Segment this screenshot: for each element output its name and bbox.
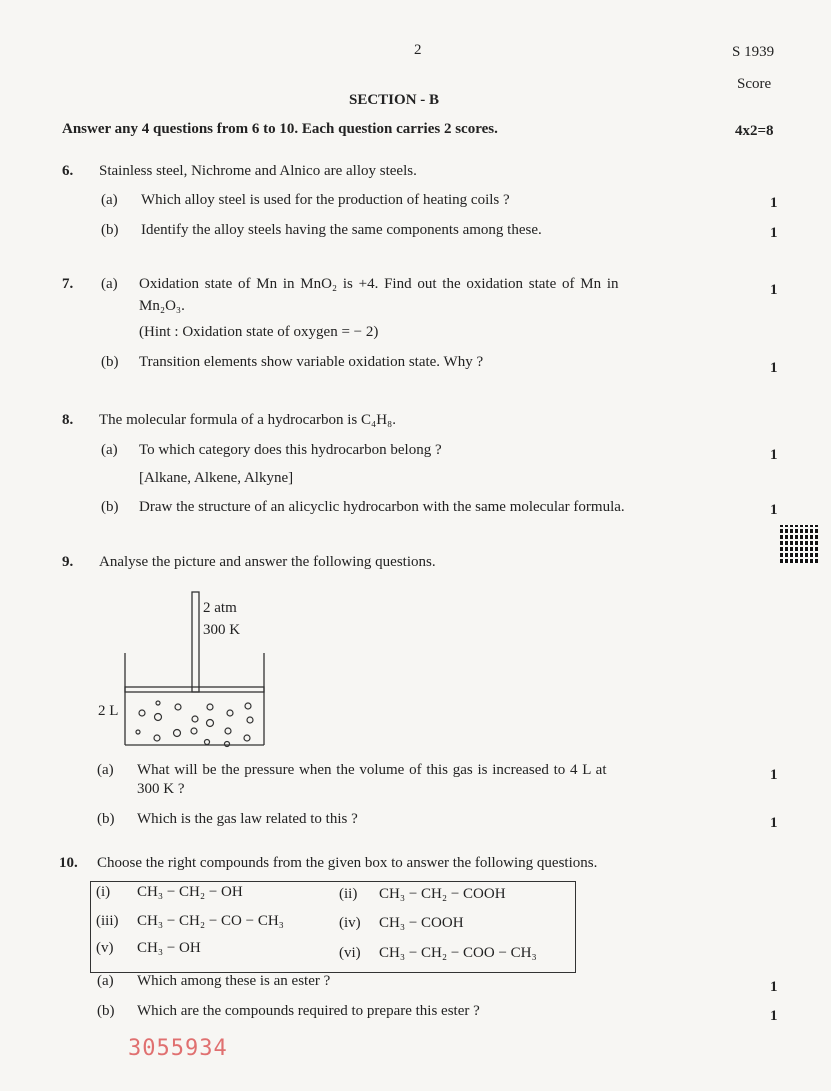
q9a-text-cont: 300 K ? <box>137 781 185 797</box>
compound-label-iii: (iii) <box>96 913 119 929</box>
q8-number: 8. <box>62 412 74 428</box>
q10-text: Choose the right compounds from the given box to answer the following questions. <box>97 855 598 871</box>
q7a-hint: (Hint : Oxidation state of oxygen = − 2) <box>139 324 379 340</box>
compound-formula-iii: CH₃ − CH₂ − CO − CH₃ <box>137 913 284 929</box>
q7b-text: Transition elements show variable oxidation state. Why ? <box>139 354 484 370</box>
compound-label-i: (i) <box>96 884 111 900</box>
q10a-score: 1 <box>770 979 778 995</box>
page-number: 2 <box>414 42 422 58</box>
q8a-text: To which category does this hydrocarbon belong ? <box>139 442 442 458</box>
compound-formula-iv: CH₃ − COOH <box>379 915 464 931</box>
q10b-score: 1 <box>770 1008 778 1024</box>
paper-code: S 1939 <box>732 44 775 60</box>
figure-volume: 2 L <box>98 703 119 719</box>
q7b-score: 1 <box>770 360 778 376</box>
compound-formula-ii: CH₃ − CH₂ − COOH <box>379 886 506 902</box>
q9b-label: (b) <box>97 811 115 827</box>
q10b-text: Which are the compounds required to prepare this ester ? <box>137 1003 480 1019</box>
q10-number: 10. <box>59 855 78 871</box>
compound-label-iv: (iv) <box>339 915 361 931</box>
q9-number: 9. <box>62 554 74 570</box>
compound-label-v: (v) <box>96 940 114 956</box>
piston-cylinder-drawing <box>90 585 290 750</box>
q9a-score: 1 <box>770 767 778 783</box>
q6b-score: 1 <box>770 225 778 241</box>
q10a-label: (a) <box>97 973 114 989</box>
q8a-label: (a) <box>101 442 118 458</box>
q7a-text: Oxidation state of Mn in MnO₂ is +4. Find out the oxidation state of Mn in <box>139 276 619 292</box>
figure-temperature: 300 K <box>203 622 241 638</box>
qr-code <box>780 525 818 563</box>
q10b-label: (b) <box>97 1003 115 1019</box>
q8a-options: [Alkane, Alkene, Alkyne] <box>139 470 294 486</box>
score-label: Score <box>737 76 772 92</box>
q8a-score: 1 <box>770 447 778 463</box>
q7-number: 7. <box>62 276 74 292</box>
q8b-text: Draw the structure of an alicyclic hydrocarbon with the same molecular formula. <box>139 499 625 515</box>
q9a-label: (a) <box>97 762 114 778</box>
section-instruction: Answer any 4 questions from 6 to 10. Each question carries 2 scores. <box>62 121 498 137</box>
compound-label-ii: (ii) <box>339 886 358 902</box>
q7b-label: (b) <box>101 354 119 370</box>
q7a-text-cont: Mn₂O₃. <box>139 298 185 314</box>
gas-piston-figure <box>90 585 290 750</box>
q6b-text: Identify the alloy steels having the same components among these. <box>141 222 542 238</box>
q9b-text: Which is the gas law related to this ? <box>137 811 358 827</box>
section-marks: 4x2=8 <box>735 123 774 139</box>
q9b-score: 1 <box>770 815 778 831</box>
q6a-score: 1 <box>770 195 778 211</box>
serial-stamp: 3055934 <box>128 1036 228 1061</box>
section-title: SECTION - B <box>349 92 440 108</box>
compounds-box <box>90 881 576 973</box>
q6a-label: (a) <box>101 192 118 208</box>
q6-text: Stainless steel, Nichrome and Alnico are alloy steels. <box>99 163 417 179</box>
q10a-text: Which among these is an ester ? <box>137 973 331 989</box>
q9a-text: What will be the pressure when the volume of this gas is increased to 4 L at <box>137 762 607 778</box>
q7a-label: (a) <box>101 276 118 292</box>
q6-number: 6. <box>62 163 74 179</box>
q6a-text: Which alloy steel is used for the production of heating coils ? <box>141 192 510 208</box>
q8-text: The molecular formula of a hydrocarbon is C₄H₈. <box>99 412 397 428</box>
compound-formula-v: CH₃ − OH <box>137 940 201 956</box>
q8b-label: (b) <box>101 499 119 515</box>
q7a-score: 1 <box>770 282 778 298</box>
q9-text: Analyse the picture and answer the following questions. <box>99 554 436 570</box>
q6b-label: (b) <box>101 222 119 238</box>
q8b-score: 1 <box>770 502 778 518</box>
compound-formula-i: CH₃ − CH₂ − OH <box>137 884 243 900</box>
compound-label-vi: (vi) <box>339 945 361 961</box>
figure-pressure: 2 atm <box>203 600 237 616</box>
compound-formula-vi: CH₃ − CH₂ − COO − CH₃ <box>379 945 537 961</box>
